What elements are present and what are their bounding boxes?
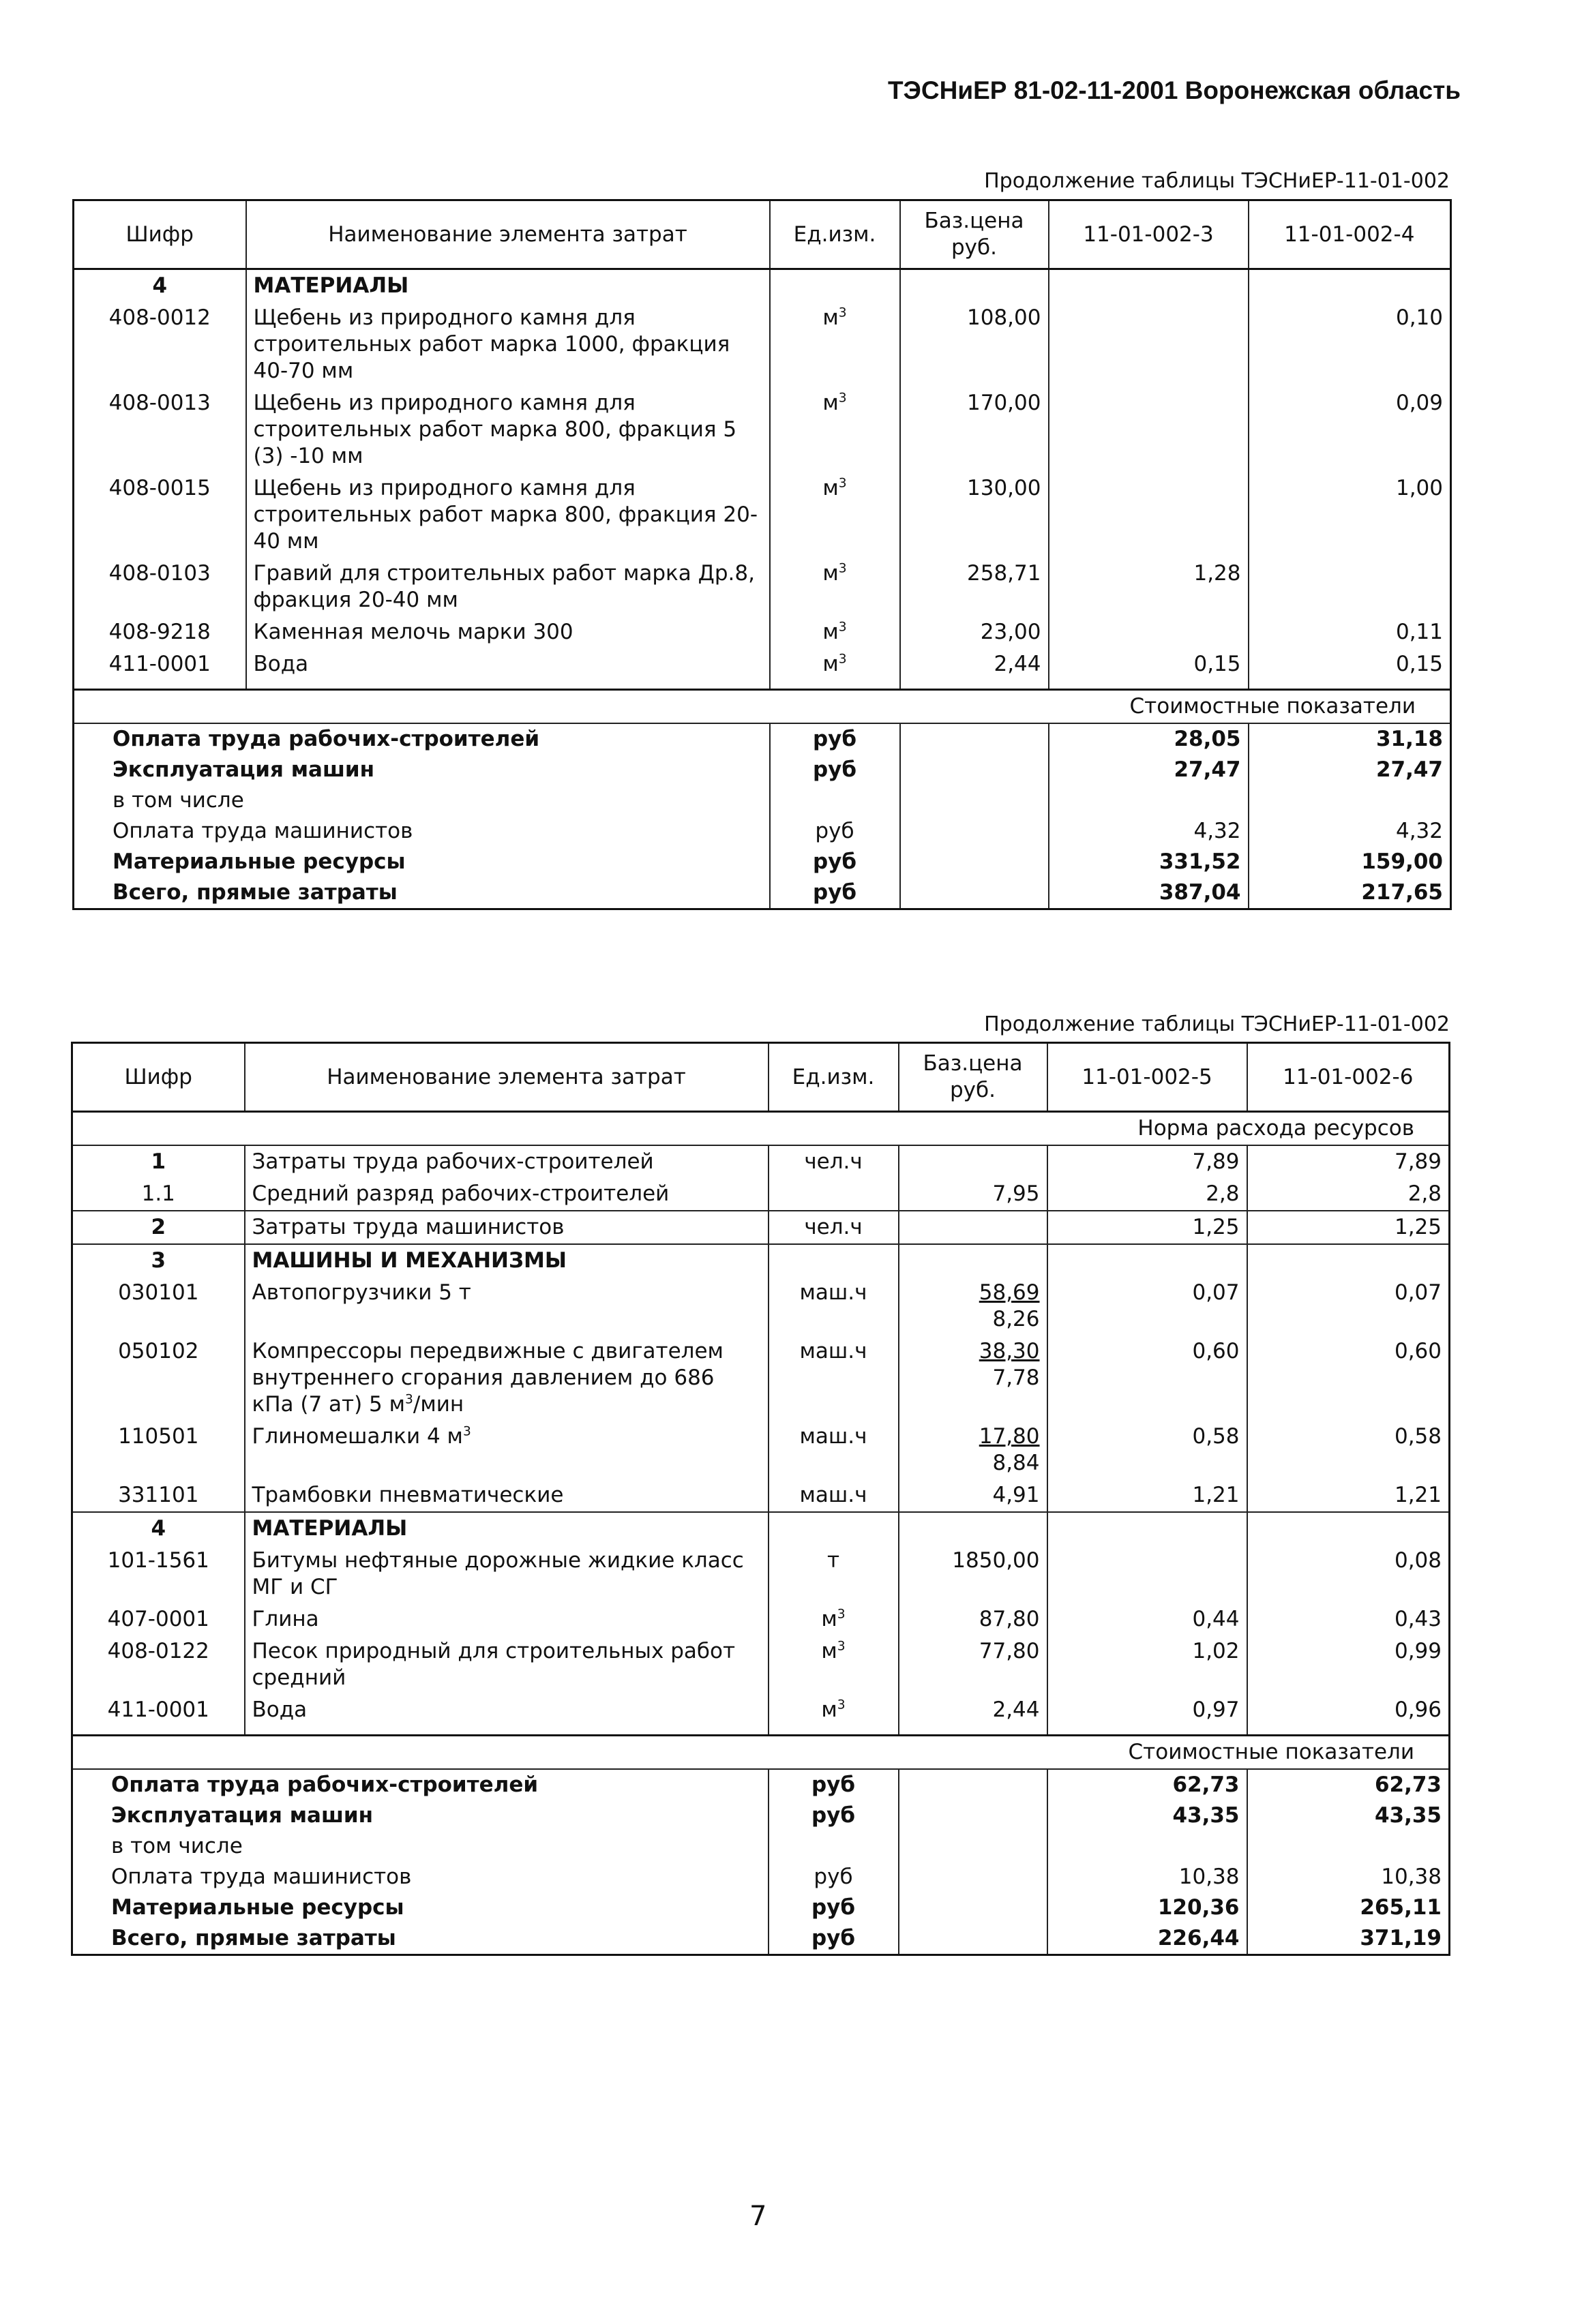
unit-text: м bbox=[822, 476, 839, 500]
resource-unit bbox=[770, 387, 900, 472]
empty-cell bbox=[1249, 680, 1451, 690]
cost-label: Материальные ресурсы bbox=[111, 1895, 404, 1920]
cost-label: в том числе bbox=[113, 788, 244, 813]
cubic-superscript: 3 bbox=[837, 1639, 846, 1654]
col-b-header: 11-01-002-6 bbox=[1247, 1043, 1450, 1112]
table-row bbox=[74, 558, 1451, 616]
value-b bbox=[1249, 558, 1451, 616]
empty-cell bbox=[1247, 1726, 1450, 1736]
value-b: 0,60 bbox=[1247, 1335, 1450, 1421]
cost-label: Оплата труда рабочих-строителей bbox=[113, 727, 540, 751]
price-wages: 8,26 bbox=[992, 1307, 1040, 1331]
base-price: 108,00 bbox=[900, 302, 1049, 387]
empty-cell bbox=[899, 1800, 1047, 1831]
cost-label: Эксплуатация машин bbox=[111, 1803, 374, 1828]
resource-code: 110501 bbox=[118, 1424, 199, 1449]
value-b: 0,11 bbox=[1249, 616, 1451, 648]
value-a bbox=[1049, 472, 1249, 558]
cost-label: Материальные ресурсы bbox=[113, 849, 406, 874]
value-a: 0,07 bbox=[1047, 1277, 1247, 1335]
section-row bbox=[72, 1512, 1450, 1545]
cost-b: 265,11 bbox=[1247, 1892, 1450, 1923]
cost-label: Эксплуатация машин bbox=[113, 757, 375, 782]
empty-cell bbox=[900, 723, 1049, 755]
base-price: 7,95 bbox=[899, 1178, 1047, 1211]
machine-row bbox=[72, 1421, 1450, 1479]
base-price: 2,44 bbox=[900, 648, 1049, 680]
value-a bbox=[1049, 387, 1249, 472]
col-code-header: Шифр bbox=[74, 200, 246, 269]
section-number: 3 bbox=[72, 1244, 245, 1277]
cubic-superscript: 3 bbox=[838, 305, 847, 320]
col-a-header: 11-01-002-5 bbox=[1047, 1043, 1247, 1112]
empty-cell bbox=[900, 680, 1049, 690]
resource-unit: маш.ч bbox=[769, 1277, 899, 1335]
resource-unit: маш.ч bbox=[769, 1335, 899, 1421]
col-b-header: 11-01-002-4 bbox=[1249, 200, 1451, 269]
col-price-header: Баз.цена руб. bbox=[900, 200, 1049, 269]
cost-row bbox=[72, 1769, 1450, 1800]
value-b: 7,89 bbox=[1247, 1145, 1450, 1178]
table1-header-row bbox=[74, 200, 1451, 269]
labor-row bbox=[72, 1178, 1450, 1211]
cost-a: 120,36 bbox=[1047, 1892, 1247, 1923]
cost-unit: руб bbox=[770, 755, 900, 785]
name-text: Автопогрузчики 5 т bbox=[252, 1280, 471, 1305]
empty-cell bbox=[899, 1892, 1047, 1923]
empty-cell bbox=[900, 816, 1049, 847]
cubic-superscript: 3 bbox=[838, 391, 847, 406]
section-row bbox=[74, 269, 1451, 303]
cost-b: 4,32 bbox=[1249, 816, 1451, 847]
cubic-superscript: 3 bbox=[405, 1392, 413, 1407]
empty-cell bbox=[1249, 269, 1451, 303]
base-price bbox=[899, 1421, 1047, 1479]
resource-code: 1.1 bbox=[141, 1181, 175, 1206]
resource-code: 408-0103 bbox=[108, 561, 211, 586]
resource-unit bbox=[769, 1603, 899, 1635]
resource-name: Затраты труда машинистов bbox=[245, 1211, 769, 1244]
cost-b: 159,00 bbox=[1249, 847, 1451, 877]
col-unit-header: Ед.изм. bbox=[769, 1043, 899, 1112]
section-number: 4 bbox=[74, 269, 246, 303]
value-b: 2,8 bbox=[1247, 1178, 1450, 1211]
empty-cell bbox=[899, 1923, 1047, 1955]
unit-text: м bbox=[822, 391, 839, 415]
machine-row bbox=[72, 1277, 1450, 1335]
cost-row bbox=[74, 877, 1451, 909]
empty-cell bbox=[1047, 1244, 1247, 1277]
empty-cell bbox=[899, 1831, 1047, 1862]
value-b: 1,00 bbox=[1249, 472, 1451, 558]
cubic-superscript: 3 bbox=[837, 1607, 846, 1622]
col-unit-header: Ед.изм. bbox=[770, 200, 900, 269]
base-price bbox=[899, 1211, 1047, 1244]
cost-a bbox=[1049, 785, 1249, 816]
value-a: 7,89 bbox=[1047, 1145, 1247, 1178]
cost-unit: руб bbox=[770, 847, 900, 877]
empty-cell bbox=[900, 847, 1049, 877]
col-price-header: Баз.цена руб. bbox=[899, 1043, 1047, 1112]
cost-row bbox=[72, 1831, 1450, 1862]
resource-code: 101-1561 bbox=[107, 1548, 209, 1573]
section-title: МАТЕРИАЛЫ bbox=[245, 1512, 769, 1545]
empty-cell bbox=[900, 269, 1049, 303]
cubic-superscript: 3 bbox=[838, 476, 847, 491]
unit-text: м bbox=[822, 620, 839, 644]
resource-unit bbox=[770, 616, 900, 648]
cubic-superscript: 3 bbox=[838, 620, 847, 635]
empty-cell bbox=[245, 1726, 769, 1736]
resource-code: 1 bbox=[151, 1149, 166, 1174]
resource-code: 408-0012 bbox=[108, 305, 211, 330]
resource-unit bbox=[770, 472, 900, 558]
resource-code: 030101 bbox=[118, 1280, 199, 1305]
resource-name bbox=[245, 1335, 769, 1421]
unit-text: м bbox=[821, 1697, 837, 1722]
cost-label: в том числе bbox=[111, 1834, 243, 1858]
resource-name: Средний разряд рабочих-строителей bbox=[245, 1178, 769, 1211]
price-total: 58,69 bbox=[979, 1280, 1040, 1305]
section-number: 4 bbox=[72, 1512, 245, 1545]
resource-name: Вода bbox=[245, 1694, 769, 1726]
cost-row bbox=[74, 723, 1451, 755]
cubic-superscript: 3 bbox=[838, 561, 847, 576]
cubic-superscript: 3 bbox=[837, 1697, 846, 1712]
section-title: МАТЕРИАЛЫ bbox=[246, 269, 770, 303]
cost-label: Всего, прямые затраты bbox=[113, 880, 398, 905]
resource-name: Песок природный для строительных работ средний bbox=[245, 1635, 769, 1694]
band-label: Норма расхода ресурсов bbox=[72, 1112, 1450, 1146]
band-label: Стоимостные показатели bbox=[74, 690, 1451, 724]
value-b: 0,10 bbox=[1249, 302, 1451, 387]
empty-cell bbox=[1049, 269, 1249, 303]
base-price bbox=[899, 1479, 1047, 1512]
name-text: Трамбовки пневматические bbox=[252, 1483, 564, 1507]
resource-name: Битумы нефтяные дорожные жидкие класс МГ и СГ bbox=[245, 1545, 769, 1603]
resource-name: Щебень из природного камня для строительных работ марка 800, фракция 5 (3) -10 мм bbox=[246, 387, 770, 472]
table-row bbox=[74, 302, 1451, 387]
resource-code: 408-0122 bbox=[107, 1639, 209, 1663]
cost-unit: руб bbox=[769, 1892, 899, 1923]
empty-cell bbox=[769, 1726, 899, 1736]
resource-name: Каменная мелочь марки 300 bbox=[246, 616, 770, 648]
cost-b: 31,18 bbox=[1249, 723, 1451, 755]
empty-cell bbox=[899, 1862, 1047, 1892]
resource-unit bbox=[769, 1694, 899, 1726]
cubic-superscript: 3 bbox=[838, 652, 847, 667]
value-b: 0,99 bbox=[1247, 1635, 1450, 1694]
cost-unit: руб bbox=[769, 1800, 899, 1831]
value-b: 1,25 bbox=[1247, 1211, 1450, 1244]
empty-cell bbox=[899, 1769, 1047, 1800]
empty-cell bbox=[1247, 1244, 1450, 1277]
machine-row bbox=[72, 1479, 1450, 1512]
empty-cell bbox=[1247, 1512, 1450, 1545]
value-a: 1,28 bbox=[1049, 558, 1249, 616]
name-text: Глиномешалки 4 м bbox=[252, 1424, 463, 1449]
value-a bbox=[1049, 616, 1249, 648]
resource-name: Гравий для строительных работ марка Др.8, фракция 20-40 мм bbox=[246, 558, 770, 616]
unit-text: м bbox=[821, 1607, 837, 1631]
price-total: 17,80 bbox=[979, 1424, 1040, 1449]
empty-cell bbox=[769, 1512, 899, 1545]
labor-row bbox=[72, 1211, 1450, 1244]
cost-a: 28,05 bbox=[1049, 723, 1249, 755]
table-row bbox=[74, 472, 1451, 558]
base-price: 1850,00 bbox=[899, 1545, 1047, 1603]
cost-row bbox=[74, 755, 1451, 785]
cost-a: 62,73 bbox=[1047, 1769, 1247, 1800]
resource-code: 411-0001 bbox=[107, 1697, 209, 1722]
resource-name bbox=[245, 1479, 769, 1512]
unit-text: т bbox=[826, 1548, 840, 1573]
resource-unit bbox=[770, 558, 900, 616]
value-a: 0,97 bbox=[1047, 1694, 1247, 1726]
empty-cell bbox=[900, 877, 1049, 909]
base-price bbox=[899, 1145, 1047, 1178]
cost-row bbox=[72, 1862, 1450, 1892]
base-price: 77,80 bbox=[899, 1635, 1047, 1694]
resource-unit bbox=[769, 1178, 899, 1211]
cost-b: 43,35 bbox=[1247, 1800, 1450, 1831]
resource-code: 407-0001 bbox=[107, 1607, 209, 1631]
section-row bbox=[72, 1244, 1450, 1277]
resource-name: Глина bbox=[245, 1603, 769, 1635]
cost-label: Оплата труда машинистов bbox=[111, 1865, 412, 1889]
table-row bbox=[74, 616, 1451, 648]
cost-unit: руб bbox=[770, 723, 900, 755]
cost-unit: руб bbox=[769, 1769, 899, 1800]
page-header: ТЭСНиЕР 81-02-11-2001 Воронежская область bbox=[887, 76, 1461, 104]
resource-name: Вода bbox=[246, 648, 770, 680]
cost-unit: руб bbox=[769, 1862, 899, 1892]
cost-unit bbox=[770, 785, 900, 816]
unit-text: м bbox=[822, 561, 839, 586]
cost-row bbox=[74, 816, 1451, 847]
resource-unit bbox=[769, 1635, 899, 1694]
name-tail: /мин bbox=[413, 1392, 464, 1417]
resource-name: Затраты труда рабочих-строителей bbox=[245, 1145, 769, 1178]
resource-unit: маш.ч bbox=[769, 1421, 899, 1479]
base-price: 2,44 bbox=[899, 1694, 1047, 1726]
col-code-header: Шифр bbox=[72, 1043, 245, 1112]
price-total: 4,91 bbox=[992, 1483, 1040, 1507]
table-row bbox=[72, 1545, 1450, 1603]
resource-name: Щебень из природного камня для строительных работ марка 1000, фракция 40-70 мм bbox=[246, 302, 770, 387]
cost-row bbox=[74, 847, 1451, 877]
empty-cell bbox=[770, 269, 900, 303]
resource-unit: маш.ч bbox=[769, 1479, 899, 1512]
empty-cell bbox=[246, 680, 770, 690]
band-row bbox=[72, 1736, 1450, 1770]
empty-cell bbox=[1047, 1726, 1247, 1736]
cost-a: 4,32 bbox=[1049, 816, 1249, 847]
cost-row bbox=[72, 1892, 1450, 1923]
page-number: 7 bbox=[749, 2201, 767, 2232]
price-total: 38,30 bbox=[979, 1339, 1040, 1363]
col-name-header: Наименование элемента затрат bbox=[246, 200, 770, 269]
empty-cell bbox=[899, 1726, 1047, 1736]
value-b: 0,43 bbox=[1247, 1603, 1450, 1635]
labor-row bbox=[72, 1145, 1450, 1178]
col-a-header: 11-01-002-3 bbox=[1049, 200, 1249, 269]
value-a: 1,21 bbox=[1047, 1479, 1247, 1512]
cost-b: 27,47 bbox=[1249, 755, 1451, 785]
empty-cell bbox=[72, 1726, 245, 1736]
base-price: 258,71 bbox=[900, 558, 1049, 616]
resource-code: 331101 bbox=[118, 1483, 199, 1507]
value-a: 1,25 bbox=[1047, 1211, 1247, 1244]
value-b: 0,96 bbox=[1247, 1694, 1450, 1726]
machine-row bbox=[72, 1335, 1450, 1421]
value-a: 2,8 bbox=[1047, 1178, 1247, 1211]
resource-unit bbox=[770, 648, 900, 680]
resource-code: 408-9218 bbox=[108, 620, 211, 644]
base-price bbox=[899, 1277, 1047, 1335]
empty-cell bbox=[770, 680, 900, 690]
empty-cell bbox=[900, 755, 1049, 785]
resource-code: 408-0013 bbox=[108, 391, 211, 415]
price-wages: 8,84 bbox=[992, 1451, 1040, 1475]
cost-a: 27,47 bbox=[1049, 755, 1249, 785]
value-b: 0,07 bbox=[1247, 1277, 1450, 1335]
cost-unit: руб bbox=[770, 877, 900, 909]
base-price: 130,00 bbox=[900, 472, 1049, 558]
unit-text: м bbox=[822, 305, 839, 330]
value-a: 0,58 bbox=[1047, 1421, 1247, 1479]
table-row bbox=[72, 1635, 1450, 1694]
empty-cell bbox=[1049, 680, 1249, 690]
table-row bbox=[74, 648, 1451, 680]
cost-a: 43,35 bbox=[1047, 1800, 1247, 1831]
table1-continuation: Продолжение таблицы ТЭСНиЕР-11-01-002 bbox=[984, 169, 1450, 193]
table-row bbox=[72, 1694, 1450, 1726]
resource-name: Щебень из природного камня для строительных работ марка 800, фракция 20-40 мм bbox=[246, 472, 770, 558]
cost-a bbox=[1047, 1831, 1247, 1862]
empty-cell bbox=[899, 1512, 1047, 1545]
cost-label: Всего, прямые затраты bbox=[111, 1926, 396, 1950]
cost-row bbox=[72, 1923, 1450, 1955]
spacer-row bbox=[74, 680, 1451, 690]
cubic-superscript: 3 bbox=[462, 1424, 471, 1439]
cost-b bbox=[1247, 1831, 1450, 1862]
empty-cell bbox=[1047, 1512, 1247, 1545]
name-text: Компрессоры передвижные с двигателем внутреннего сгорания давлением до 686 кПа (7 ат) 5 м bbox=[252, 1339, 724, 1417]
resource-unit bbox=[769, 1545, 899, 1603]
resource-name bbox=[245, 1277, 769, 1335]
value-a: 0,44 bbox=[1047, 1603, 1247, 1635]
cost-unit: руб bbox=[769, 1923, 899, 1955]
value-a: 0,15 bbox=[1049, 648, 1249, 680]
table2-continuation: Продолжение таблицы ТЭСНиЕР-11-01-002 bbox=[984, 1012, 1450, 1036]
value-b: 0,08 bbox=[1247, 1545, 1450, 1603]
value-b: 0,15 bbox=[1249, 648, 1451, 680]
unit-text: м bbox=[822, 652, 839, 676]
empty-cell bbox=[74, 680, 246, 690]
cost-b: 10,38 bbox=[1247, 1862, 1450, 1892]
cost-b bbox=[1249, 785, 1451, 816]
base-price bbox=[899, 1335, 1047, 1421]
price-wages: 7,78 bbox=[992, 1365, 1040, 1390]
value-a: 0,60 bbox=[1047, 1335, 1247, 1421]
resource-code: 411-0001 bbox=[108, 652, 211, 676]
table2-header-row bbox=[72, 1043, 1450, 1112]
empty-cell bbox=[899, 1244, 1047, 1277]
cost-a: 387,04 bbox=[1049, 877, 1249, 909]
value-a bbox=[1047, 1545, 1247, 1603]
value-a bbox=[1049, 302, 1249, 387]
resource-unit: чел.ч bbox=[769, 1145, 899, 1178]
table2 bbox=[71, 1042, 1450, 1956]
cost-a: 226,44 bbox=[1047, 1923, 1247, 1955]
cost-unit bbox=[769, 1831, 899, 1862]
spacer-row bbox=[72, 1726, 1450, 1736]
cost-row bbox=[74, 785, 1451, 816]
table-row bbox=[74, 387, 1451, 472]
table-row bbox=[72, 1603, 1450, 1635]
empty-cell bbox=[769, 1244, 899, 1277]
base-price: 170,00 bbox=[900, 387, 1049, 472]
band-label: Стоимостные показатели bbox=[72, 1736, 1450, 1770]
cost-label: Оплата труда машинистов bbox=[113, 819, 413, 843]
resource-code: 050102 bbox=[118, 1339, 199, 1363]
empty-cell bbox=[900, 785, 1049, 816]
cost-b: 62,73 bbox=[1247, 1769, 1450, 1800]
band-row bbox=[72, 1112, 1450, 1146]
resource-name bbox=[245, 1421, 769, 1479]
cost-a: 10,38 bbox=[1047, 1862, 1247, 1892]
base-price: 87,80 bbox=[899, 1603, 1047, 1635]
value-b: 1,21 bbox=[1247, 1479, 1450, 1512]
resource-unit bbox=[770, 302, 900, 387]
cost-a: 331,52 bbox=[1049, 847, 1249, 877]
resource-code: 408-0015 bbox=[108, 476, 211, 500]
cost-b: 217,65 bbox=[1249, 877, 1451, 909]
cost-b: 371,19 bbox=[1247, 1923, 1450, 1955]
col-name-header: Наименование элемента затрат bbox=[245, 1043, 769, 1112]
band-row bbox=[74, 690, 1451, 724]
section-title: МАШИНЫ И МЕХАНИЗМЫ bbox=[245, 1244, 769, 1277]
unit-text: м bbox=[821, 1639, 837, 1663]
cost-unit: руб bbox=[770, 816, 900, 847]
cost-row bbox=[72, 1800, 1450, 1831]
table1 bbox=[72, 199, 1452, 910]
base-price: 23,00 bbox=[900, 616, 1049, 648]
resource-unit: чел.ч bbox=[769, 1211, 899, 1244]
cost-label: Оплата труда рабочих-строителей bbox=[111, 1772, 539, 1797]
value-b: 0,58 bbox=[1247, 1421, 1450, 1479]
resource-code: 2 bbox=[72, 1211, 245, 1244]
value-a: 1,02 bbox=[1047, 1635, 1247, 1694]
value-b: 0,09 bbox=[1249, 387, 1451, 472]
